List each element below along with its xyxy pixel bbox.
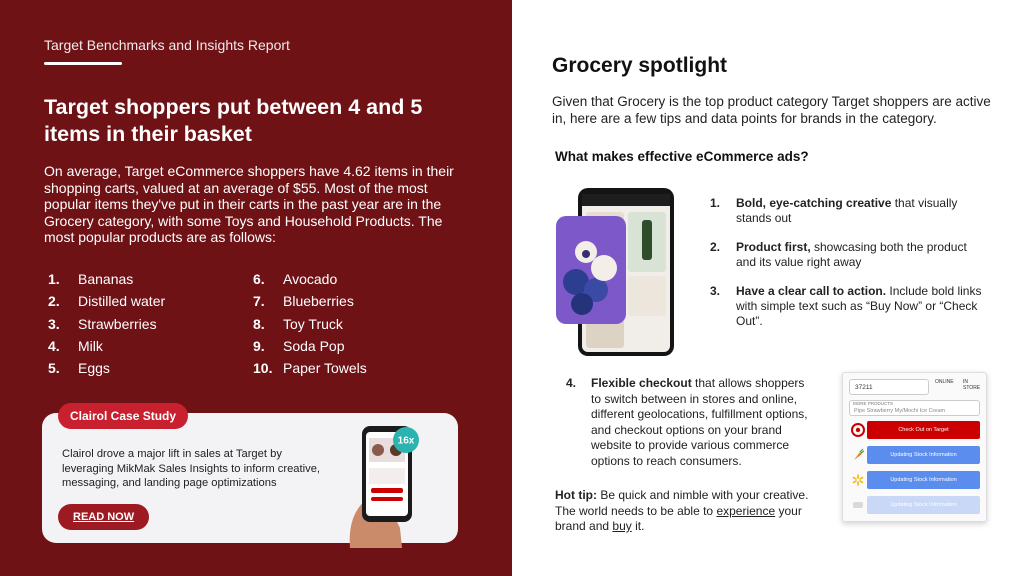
screen-cta	[371, 497, 403, 501]
lift-badge-label: 16x	[397, 435, 415, 447]
hot-tip: Hot tip: Be quick and nimble with your creative. The world needs to be able to experience your brand and buy it.	[555, 488, 809, 533]
zip-input: 37211	[849, 379, 929, 395]
list-item: 4. Milk	[48, 338, 103, 355]
retailer-row-target	[849, 420, 980, 440]
product-select-value: Pipe Strawberry My/Mochi Ice Cream	[854, 408, 946, 414]
popular-products-list-right	[253, 268, 367, 379]
ad-tile	[586, 320, 624, 348]
retailer-logo-icon	[849, 496, 867, 514]
list-item: 9. Soda Pop	[253, 338, 345, 355]
list-item-flexible-checkout: 4. Flexible checkout that allows shoppers to switch between in stores and online, different geolocations, fulfillment options, and checkout options on your brand website to provide various commerce options to reach consumers.	[566, 376, 808, 468]
popular-products-list-left	[48, 268, 165, 379]
spotlight-intro: Given that Grocery is the top product category Target shoppers are active in, here are a few tips and data points for brands in the category.	[552, 94, 991, 126]
list-item: 2. Distilled water	[48, 293, 166, 310]
list-item: 3. Have a clear call to action. Include bold links with simple text such as “Buy Now” or “Check Out”.	[710, 284, 982, 328]
list-item: 1. Bold, eye-catching creative that visually stands out	[710, 196, 958, 225]
carrot-logo-icon	[849, 446, 867, 464]
case-study-text: Clairol drove a major lift in sales at Target by leveraging MikMak Sales Insights to inform creative, messaging, and landing page optimizations	[62, 448, 321, 489]
bottle-icon	[642, 220, 652, 260]
ad-tips-list	[710, 196, 990, 343]
phone-in-hand-image	[340, 418, 450, 548]
blueberry-icon	[571, 293, 593, 315]
headline: Target shoppers put between 4 and 5 items in their basket	[44, 95, 423, 146]
ads-subheading: What makes effective eCommerce ads?	[555, 149, 809, 164]
checkout-target-button: Check Out on Target	[867, 421, 980, 439]
model-face-icon	[372, 444, 384, 456]
stock-button: Updating Stock Information	[867, 471, 980, 489]
list-item: 2. Product first, showcasing both the product and its value right away	[710, 240, 967, 269]
screen-cta	[371, 488, 403, 493]
status-bar	[582, 194, 670, 206]
list-item: 7. Blueberries	[253, 293, 354, 310]
screen-product	[369, 468, 405, 484]
product-select-label: MORE PRODUCTS	[853, 401, 894, 406]
list-item: 5. Eggs	[48, 360, 110, 377]
mochi-filling-icon	[582, 250, 590, 258]
report-title: Target Benchmarks and Insights Report	[44, 37, 290, 53]
retailer-row	[849, 445, 980, 465]
list-item: 3. Strawberries	[48, 315, 157, 332]
retailer-row	[849, 470, 980, 490]
spotlight-title: Grocery spotlight	[552, 54, 728, 77]
stock-button: Updating Stock Information	[867, 496, 980, 514]
stock-button: Updating Stock Information	[867, 446, 980, 464]
retailer-row	[849, 495, 980, 515]
list-item: 6. Avocado	[253, 271, 338, 288]
list-item: 8. Toy Truck	[253, 315, 343, 332]
grocery-ad-phone-image	[556, 186, 676, 358]
walmart-logo-icon	[849, 471, 867, 489]
list-item: 1. Bananas	[48, 271, 134, 288]
in-store-toggle: IN STORE	[963, 379, 981, 391]
online-toggle: ONLINE	[935, 379, 954, 385]
ad-tile	[628, 276, 666, 316]
intro-paragraph: On average, Target eCommerce shoppers have 4.62 items in their shopping carts, valued at an average of $55. Most of the most popular items they've put in their carts in the past year are in the Grocery category, with some Toys and Household Products. The most popular products are as follows:	[44, 163, 454, 245]
mochi-icon	[591, 255, 617, 281]
target-logo-icon	[849, 421, 867, 439]
checkout-widget-image	[842, 372, 987, 522]
read-now-button[interactable]: READ NOW	[58, 504, 149, 530]
case-study-tag: Clairol Case Study	[58, 403, 188, 429]
list-item: 10. Paper Towels	[253, 360, 367, 377]
title-divider	[44, 62, 122, 65]
